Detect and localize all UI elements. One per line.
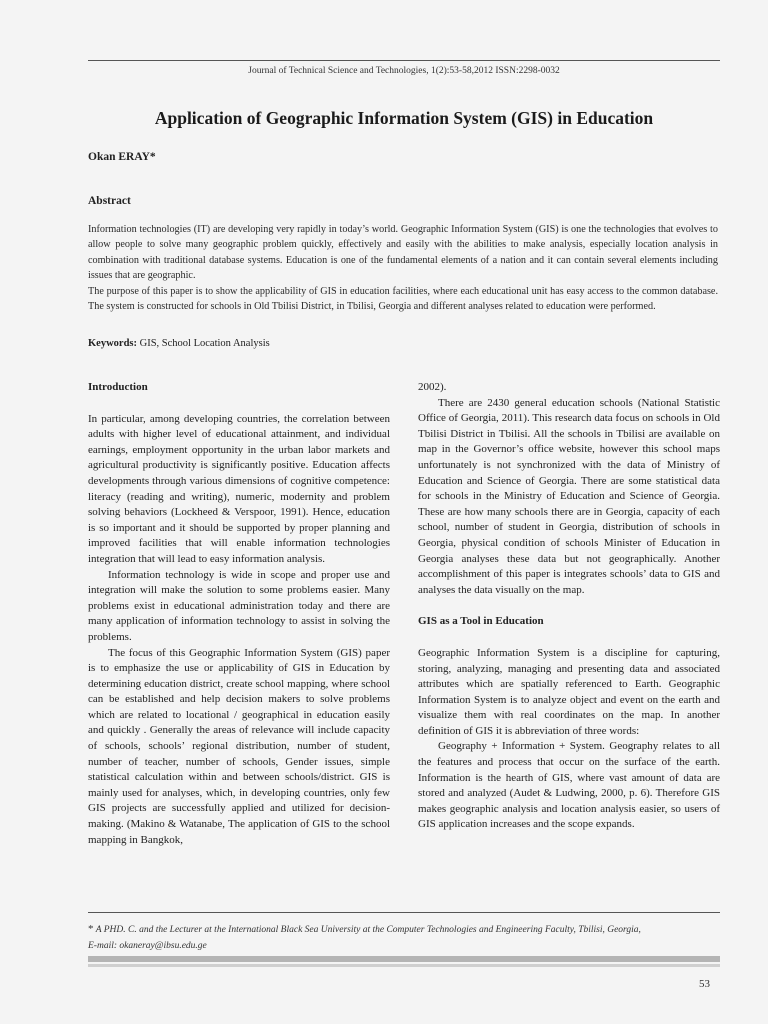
abstract-heading: Abstract (88, 195, 131, 207)
intro-paragraph: The focus of this Geographic Information System (GIS) paper is to emphasize the use or applicability of GIS in Education by determining education district, create school mapping, where school can be established and help decision makers to solve problems which are related to locational / geographical in education easily and quickly . Generally the areas of relevance will include capacity of schools, schools’ regional distribution, number of student, number of teacher, number of schools, Gender issues, simple statistical calculation within and between schools/district. GIS is mainly used for analyses, which, in developing countries, only few GIS projects are successfully applied and utilized for decision-making. (Makino & Watanabe, The application of GIS to the school mapping in Bangkok, (88, 646, 390, 846)
abstract-paragraph: Information technologies (IT) are developing very rapidly in today’s world. Geographic Information System (GIS) is one the technologies that evolves to allow people to solve many geographic problem quickly, effectively and easily with the abilities to make analysis, especially location analysis in combination with traditional database systems. Education is one of the fundamental elements of a nation and it can contain several elements including issues that are geographic. (88, 224, 718, 282)
intro-paragraph: In particular, among developing countries, the correlation between adults with higher level of educational attainment, and individual earnings, employment opportunity in the urban labor markets and agricultural productivity is significantly positive. Education affects developments through various dimensions of cognitive competence: literacy (reading and writing), numeric, modernity and problem solving behaviors (Lockheed & Verspoor, 1991). Hence, education is so important and it should be supported by proper planning and improved facilities that will enable information technologies integration that will lead to easy information analysis. (88, 412, 390, 565)
section-heading-gis-tool: GIS as a Tool in Education (418, 615, 544, 628)
right-column (418, 380, 720, 833)
abstract-body (88, 222, 718, 314)
abstract-paragraph: The purpose of this paper is to show the applicability of GIS in education facilities, where each educational unit has easy access to the common database. The system is constructed for schools in Old Tbilisi District, in Tbilisi, Georgia and different analyses related to education were performed. (88, 285, 718, 313)
gis-paragraph: Geographic Information System is a discipline for capturing, storing, analyzing, managing and presenting data and associated attributes which are spatially referenced to Earth. Geographic Information System is to analyze object and event on the earth and visualize them with real coordinates on the map. In another definition of GIS it is abbreviation of three words: (418, 646, 720, 737)
intro-continuation: 2002). (418, 381, 447, 393)
footnote-line-1 (88, 921, 720, 938)
keywords-label: Keywords: (88, 338, 137, 349)
paper-title: Application of Geographic Information System (GIS) in Education (154, 108, 654, 128)
footnote-rule (88, 912, 720, 913)
intro-paragraph: There are 2430 general education schools (National Statistic Office of Georgia, 2011). This research data focus on schools in Old Tbilisi District in Tbilisi. All the schools in Tbilisi are available on map in the Governor’s office website, however this school maps unfortunately is not synchronized with the data of Ministry of Education and Science of Georgia. There are some statistical data for schools in the Ministry of Education and Science of Georgia. These are how many schools there are in Georgia, capacity of each school, number of student in Georgia, distribution of schools in Georgia, physical condition of schools Minister of Education in Georgia analyses these data but not geographically. Another accomplishment of this paper is integrates schools’ data to GIS and analyses the data visually on the map. (418, 396, 720, 596)
journal-citation: Journal of Technical Science and Technologies, 1(2):53-58,2012 ISSN:2298-0032 (248, 66, 560, 76)
keywords-text: GIS, School Location Analysis (137, 338, 270, 349)
intro-paragraph: Information technology is wide in scope and proper use and integration will make the solution to some problems easier. Many problems exist in educational administration today and there are many application of information technology to assist in solving the problems. (88, 568, 390, 643)
page-number: 53 (699, 978, 710, 990)
footnote (88, 921, 720, 954)
footer-band (88, 956, 720, 962)
section-heading-introduction: Introduction (88, 381, 148, 393)
footnote-marker: * (88, 923, 94, 935)
footer-band-light (88, 964, 720, 967)
keywords-line (88, 338, 270, 349)
header-rule (88, 60, 720, 61)
gis-paragraph: Geography + Information + System. Geography relates to all the features and process that occur on the surface of the earth. Information is the hearth of GIS, where vast amount of data are stored and analyzed (Audet & Ludwing, 2000, p. 6). Therefore GIS makes geographic analysis and location analysis easier, so users of GIS application increases and the scope expands. (418, 740, 720, 831)
footnote-email: E-mail: okaneray@ibsu.edu.ge (88, 941, 207, 951)
author-name: Okan ERAY* (88, 151, 156, 163)
footnote-affiliation: A PHD. C. and the Lecturer at the International Black Sea University at the Computer Technologies and Engineering Faculty, Tbilisi, Georgia, (93, 925, 641, 935)
left-column (88, 380, 390, 848)
